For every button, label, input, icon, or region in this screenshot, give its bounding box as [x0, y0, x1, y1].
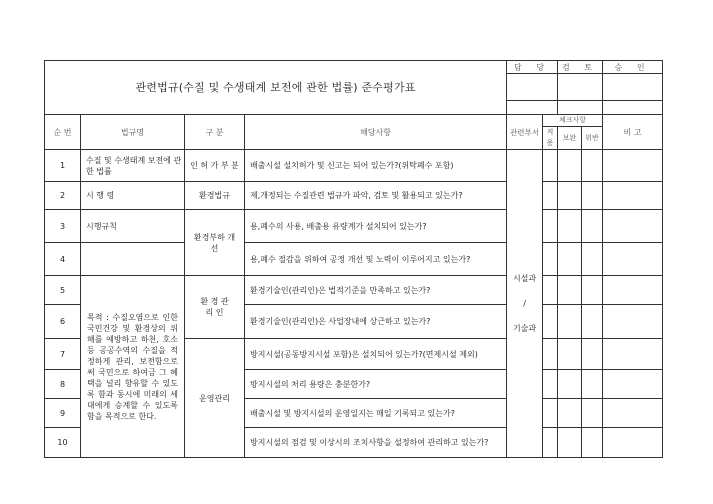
item-text: 용,폐수의 사용, 배출용 유량계가 설치되어 있는가? [245, 210, 507, 243]
remark-cell[interactable] [603, 150, 663, 182]
remark-cell[interactable] [603, 339, 663, 370]
check-apply[interactable] [543, 210, 558, 243]
law-name-rules: 시행규칙 [81, 210, 185, 243]
check-supplement[interactable] [558, 339, 582, 370]
check-supplement[interactable] [558, 276, 582, 305]
check-apply[interactable] [543, 399, 558, 428]
law-name-act: 수질 및 수생태계 보전에 관한 법률 [81, 150, 185, 182]
header-check-supplement: 보완 [558, 127, 582, 150]
row-number: 9 [45, 399, 81, 428]
check-apply[interactable] [543, 305, 558, 339]
check-apply[interactable] [543, 276, 558, 305]
row-number: 5 [45, 276, 81, 305]
check-violation[interactable] [582, 339, 603, 370]
check-apply[interactable] [543, 182, 558, 210]
category-operation: 운영관리 [185, 339, 245, 458]
header-check-violation: 위반 [582, 127, 603, 150]
category-load-improvement: 환경부하 개 선 [185, 210, 245, 276]
row-number: 2 [45, 182, 81, 210]
law-name-decree: 시 행 령 [81, 182, 185, 210]
check-supplement[interactable] [558, 182, 582, 210]
dept-facility: 시설과 [512, 274, 537, 283]
remark-cell[interactable] [603, 399, 663, 428]
remark-cell[interactable] [603, 243, 663, 276]
approval-box-approve[interactable] [603, 74, 663, 101]
row-number: 8 [45, 370, 81, 399]
check-supplement[interactable] [558, 305, 582, 339]
approval-box-staff[interactable] [507, 74, 558, 101]
row-number: 3 [45, 210, 81, 243]
item-text: 용,폐수 절감을 위하여 공정 개선 및 노력이 이루어지고 있는가? [245, 243, 507, 276]
dept-technical: 기술과 [512, 324, 537, 333]
item-text: 방지시설의 처리 용량은 충분한가? [245, 370, 507, 399]
check-apply[interactable] [543, 428, 558, 458]
header-category: 구 분 [185, 115, 245, 150]
header-law: 법규명 [81, 115, 185, 150]
header-item: 해당사항 [245, 115, 507, 150]
check-supplement[interactable] [558, 210, 582, 243]
check-supplement[interactable] [558, 399, 582, 428]
check-violation[interactable] [582, 210, 603, 243]
compliance-evaluation-table [44, 60, 663, 458]
check-apply[interactable] [543, 243, 558, 276]
approval-date-review[interactable] [558, 101, 603, 115]
approval-box-review[interactable] [558, 74, 603, 101]
approval-label-review: 검 토 [558, 61, 603, 74]
remark-cell[interactable] [603, 305, 663, 339]
approval-date-approve[interactable] [603, 101, 663, 115]
check-violation[interactable] [582, 370, 603, 399]
check-violation[interactable] [582, 305, 603, 339]
check-violation[interactable] [582, 276, 603, 305]
item-text: 배출시설 및 방지시설의 운영일지는 매일 기록되고 있는가? [245, 399, 507, 428]
check-supplement[interactable] [558, 428, 582, 458]
check-apply[interactable] [543, 370, 558, 399]
header-no: 순 번 [45, 115, 81, 150]
related-dept-cell [507, 150, 543, 458]
row-number: 4 [45, 243, 81, 276]
item-text: 환경기술인(관리인)은 법적기준을 만족하고 있는가? [245, 276, 507, 305]
document-title: 관련법규(수질 및 수생태계 보전에 관한 법률) 준수평가표 [45, 61, 507, 115]
category-env-law: 환경법규 [185, 182, 245, 210]
row-number: 7 [45, 339, 81, 370]
item-text: 제,개정되는 수질관련 법규가 파악, 검토 및 활용되고 있는가? [245, 182, 507, 210]
header-remark: 비 고 [603, 115, 663, 150]
row-number: 1 [45, 150, 81, 182]
check-violation[interactable] [582, 150, 603, 182]
remark-cell[interactable] [603, 370, 663, 399]
remark-cell[interactable] [603, 182, 663, 210]
item-text: 환경기술인(관리인)은 사업장내에 상근하고 있는가? [245, 305, 507, 339]
item-text: 방지시설의 점검 및 이상시의 조치사항을 설정하여 관리하고 있는가? [245, 428, 507, 458]
row-number: 6 [45, 305, 81, 339]
check-violation[interactable] [582, 182, 603, 210]
header-check: 체크사항 [543, 115, 603, 127]
check-violation[interactable] [582, 399, 603, 428]
check-violation[interactable] [582, 243, 603, 276]
category-permit: 인 허 가 부 분 [185, 150, 245, 182]
check-supplement[interactable] [558, 150, 582, 182]
row-number: 10 [45, 428, 81, 458]
item-text: 방지시설(공동방지시설 포함)은 설치되어 있는가?(면제시설 제외) [245, 339, 507, 370]
check-apply[interactable] [543, 150, 558, 182]
dept-separator: / [523, 299, 526, 308]
approval-date-staff[interactable] [507, 101, 558, 115]
item-text: 배출시설 설치허가 및 신고는 되어 있는가?(위탁폐수 포함) [245, 150, 507, 182]
check-supplement[interactable] [558, 370, 582, 399]
approval-label-staff: 담 당 [507, 61, 558, 74]
law-purpose-text: 목적 : 수질오염으로 인한 국민건강 및 환경상의 위해를 예방하고 하천, 호소 등 공공수역의 수질을 적정하게 관리, 보전함으로써 국민으로 하여금 그 혜택을 널리 향유할 수 있도록 함과 동시에 미래의 세대에게 승계할 수 있도록 함을 목적으로 한다. [81, 276, 185, 458]
approval-label-approve: 승 인 [603, 61, 663, 74]
header-dept: 관련부서 [507, 115, 543, 150]
category-env-manager: 환 경 관 리 인 [185, 276, 245, 339]
header-check-apply: 적용 [543, 127, 558, 150]
check-apply[interactable] [543, 339, 558, 370]
check-supplement[interactable] [558, 243, 582, 276]
law-empty-cell [81, 243, 185, 276]
remark-cell[interactable] [603, 428, 663, 458]
remark-cell[interactable] [603, 210, 663, 243]
check-violation[interactable] [582, 428, 603, 458]
remark-cell[interactable] [603, 276, 663, 305]
